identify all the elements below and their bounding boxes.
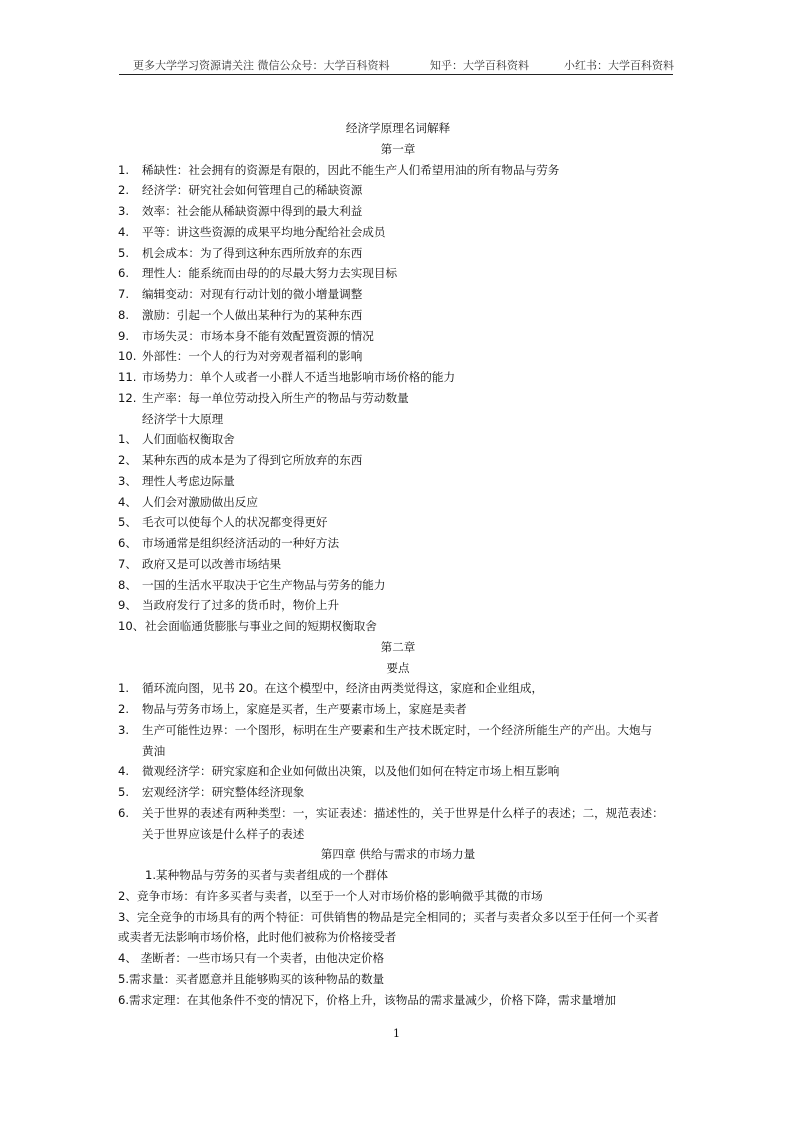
list-item-continuation: 关于世界应该是什么样子的表述 <box>142 826 305 841</box>
list-item: 4. 平等：讲这些资源的成果平均地分配给社会成员 <box>118 224 386 239</box>
paragraph: 3、完全竞争的市场具有的两个特征：可供销售的物品是完全相同的；买者与卖者众多以至于任何一个买者 <box>118 909 659 924</box>
paragraph: 或卖者无法影响市场价格，此时他们被称为价格接受者 <box>118 930 397 945</box>
chapter4-terms <box>118 865 678 1010</box>
document-title: 经济学原理名词解释 <box>345 121 451 135</box>
list-item: 3. 效率：社会能从稀缺资源中得到的最大利益 <box>118 204 363 218</box>
list-item: 9. 市场失灵：市场本身不能有效配置资源的情况 <box>118 328 374 343</box>
list-item: 4、 人们会对激励做出反应 <box>118 494 258 509</box>
list-item: 7. 编辑变动：对现有行动计划的微小增量调整 <box>118 287 363 301</box>
list-item: 2. 经济学：研究社会如何管理自己的稀缺资源 <box>118 183 363 198</box>
chapter1-terms-list <box>118 160 678 409</box>
list-item: 5、 毛衣可以使每个人的状况都变得更好 <box>118 515 328 530</box>
principles-list <box>118 429 678 637</box>
list-item: 1. 稀缺性：社会拥有的资源是有限的，因此不能生产人们希望用油的所有物品与劳务 <box>118 162 560 177</box>
list-item: 1. 循环流向图，见书 20。在这个模型中，经济由两类觉得这，家庭和企业组成， <box>118 681 544 696</box>
paragraph: 2、竞争市场：有许多买者与卖者，以至于一个人对市场价格的影响微乎其微的市场 <box>118 888 543 903</box>
list-item: 2. 物品与劳务市场上，家庭是买者，生产要素市场上，家庭是卖者 <box>118 702 467 716</box>
list-item-continuation: 黄油 <box>142 743 166 758</box>
paragraph: 4、 垄断者：一些市场只有一个卖者，由他决定价格 <box>118 951 385 965</box>
chapter2-points-list <box>118 678 678 844</box>
list-item: 4. 微观经济学：研究家庭和企业如何做出决策，以及他们如何在特定市场上相互影响 <box>118 764 560 779</box>
list-item: 12. 生产率：每一单位劳动投入所生产的物品与劳动数量 <box>118 390 409 405</box>
list-item: 5. 宏观经济学：研究整体经济现象 <box>118 785 305 799</box>
list-item: 2、 某种东西的成本是为了得到它所放弃的东西 <box>118 453 363 467</box>
page-number: 1 <box>393 1027 400 1040</box>
header-xiaohongshu-note: 小红书：大学百科资料 <box>564 59 674 72</box>
chapter2-subheading: 要点 <box>386 660 410 675</box>
list-item: 10、 社会面临通货膨胀与事业之间的短期权衡取舍 <box>118 619 377 633</box>
paragraph: 6.需求定理：在其他条件不变的情况下，价格上升，该物品的需求量减少，价格下降，需求量增加 <box>118 992 617 1007</box>
list-item: 6、 市场通常是组织经济活动的一种好方法 <box>118 536 340 550</box>
page-header <box>119 56 673 75</box>
list-item: 3、 理性人考虑边际量 <box>118 473 235 488</box>
list-item: 11. 市场势力：单个人或者一小群人不适当地影响市场价格的能力 <box>118 370 456 384</box>
list-item: 8. 激励：引起一个人做出某种行为的某种东西 <box>118 307 363 322</box>
chapter1-heading: 第一章 <box>380 141 416 156</box>
document-body <box>118 118 678 1010</box>
list-item: 7、 政府又是可以改善市场结果 <box>118 556 282 571</box>
list-item: 8、 一国的生活水平取决于它生产物品与劳务的能力 <box>118 577 386 592</box>
list-item: 10. 外部性：一个人的行为对旁观者福利的影响 <box>118 349 363 364</box>
chapter2-heading: 第二章 <box>380 639 416 654</box>
list-item: 1、 人们面临权衡取舍 <box>118 432 235 447</box>
list-item: 6. 关于世界的表述有两种类型：一，实证表述：描述性的，关于世界是什么样子的表述；二，规范表述： <box>118 805 664 820</box>
list-item: 5. 机会成本：为了得到这种东西所放弃的东西 <box>118 245 363 260</box>
principles-heading: 经济学十大原理 <box>142 411 224 426</box>
list-item: 9、 当政府发行了过多的货币时，物价上升 <box>118 598 340 613</box>
paragraph: 1.某种物品与劳务的买者与卖者组成的一个群体 <box>145 868 388 882</box>
list-item: 3. 生产可能性边界：一个图形，标明在生产要素和生产技术既定时，一个经济所能生产的产出。大炮与 <box>118 722 653 737</box>
chapter4-heading: 第四章 供给与需求的市场力量 <box>320 847 476 862</box>
list-item: 6. 理性人：能系统而由母的的尽最大努力去实现目标 <box>118 266 398 281</box>
paragraph: 5.需求量：买者愿意并且能够购买的该种物品的数量 <box>118 971 385 986</box>
header-zhihu-note: 知乎：大学百科资料 <box>430 59 529 72</box>
header-wechat-note: 更多大学学习资源请关注 微信公众号：大学百科资料 <box>133 59 390 72</box>
